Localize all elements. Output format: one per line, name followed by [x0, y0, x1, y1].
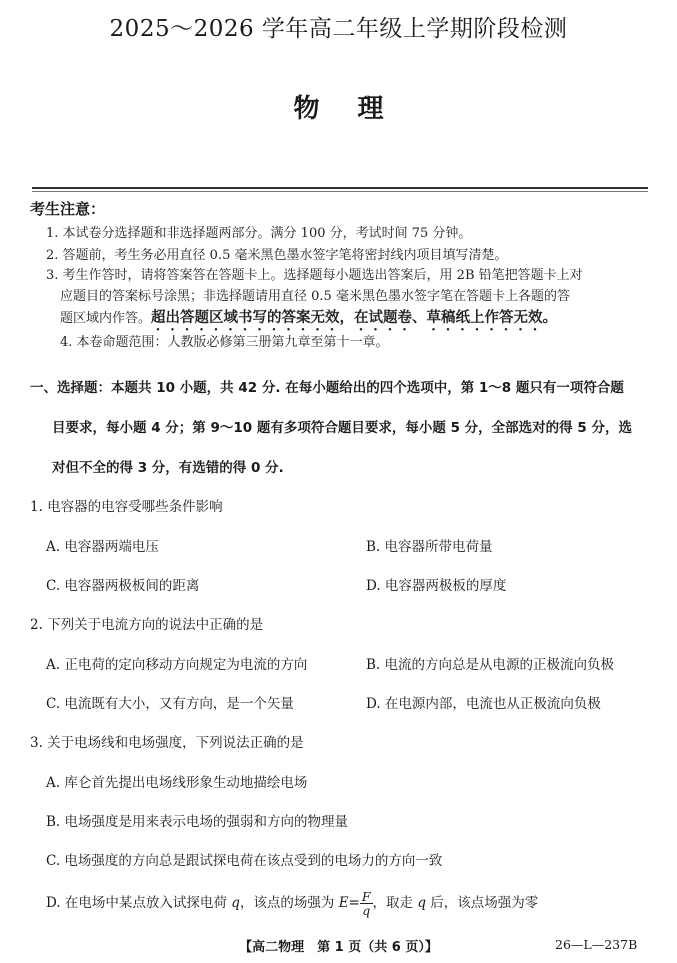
- notice-heading: 考生注意：: [30, 200, 106, 218]
- q3-option-c: C. 电场强度的方向总是跟试探电荷在该点受到的电场力的方向一致: [46, 853, 443, 869]
- q1-option-d: D. 电容器两极板的厚度: [366, 578, 507, 594]
- question-1-stem: 1. 电容器的电容受哪些条件影响: [30, 499, 223, 515]
- q1-option-c: C. 电容器两极板间的距离: [46, 578, 200, 594]
- header-divider-thin: [32, 191, 648, 192]
- section-instruction-line-1: 一、选择题：本题共 10 小题，共 42 分. 在每小题给出的四个选项中，第 1～8 题只有一项符合题: [30, 380, 624, 396]
- fraction-numerator: F: [361, 889, 371, 904]
- exam-code: 26—L—237B: [555, 937, 638, 952]
- notice-item-4: 4. 本卷命题范围：人教版必修第三册第九章至第十一章。: [60, 335, 389, 350]
- q2-option-a: A. 正电荷的定向移动方向规定为电流的方向: [46, 657, 308, 673]
- section-instruction-line-3: 对但不全的得 3 分，有选错的得 0 分.: [52, 460, 284, 476]
- q3-option-d-prefix: D. 在电场中某点放入试探电荷: [46, 895, 227, 912]
- q1-option-a: A. 电容器两端电压: [46, 539, 159, 555]
- section-instruction-line-2: 目要求，每小题 4 分；第 9～10 题有多项符合题目要求，每小题 5 分，全部选对的得 5 分，选: [52, 420, 632, 436]
- q3-option-d-suffix: 后，该点场强为零: [430, 895, 539, 912]
- field-fraction: [360, 890, 373, 917]
- charge-symbol-q-2: q: [417, 895, 426, 912]
- question-3-stem: 3. 关于电场线和电场强度，下列说法正确的是: [30, 735, 304, 751]
- q2-option-d: D. 在电源内部，电流也从正极流向负极: [366, 696, 601, 712]
- notice-emphasis: 超出答题区域书写的答案无效，在试题卷、草稿纸上作答无效。: [151, 310, 558, 326]
- q3-option-b: B. 电场强度是用来表示电场的强弱和方向的物理量: [46, 814, 349, 830]
- page-footer: 【高二物理 第 1 页（共 6 页）】: [239, 940, 438, 955]
- fraction-denominator: q: [362, 903, 371, 919]
- equals-sign: =: [348, 895, 360, 912]
- question-2-stem: 2. 下列关于电流方向的说法中正确的是: [30, 617, 264, 633]
- notice-item-3-cont: 应题目的答案标号涂黑；非选择题请用直径 0.5 毫米黑色墨水签字笔在答题卡上各题的答: [60, 289, 570, 304]
- q2-option-c: C. 电流既有大小，又有方向，是一个矢量: [46, 696, 294, 712]
- notice-item-3: 3. 考生作答时，请将答案答在答题卡上。选择题每小题选出答案后，用 2B 铅笔把答题卡上对: [46, 268, 583, 283]
- q3-option-d: [46, 890, 538, 917]
- notice-item-3-tail: 题区域内作答。: [60, 311, 152, 326]
- notice-item-3-end: [60, 306, 557, 334]
- q3-option-d-mid: ，该点的场强为: [239, 895, 335, 912]
- exam-title: 2025～2026 学年高二年级上学期阶段检测: [109, 16, 568, 42]
- notice-item-1: 1. 本试卷分选择题和非选择题两部分。满分 100 分，考试时间 75 分钟。: [46, 226, 472, 241]
- q1-option-b: B. 电容器所带电荷量: [366, 539, 493, 555]
- subject-title: 物理: [293, 94, 422, 124]
- field-symbol-e: E: [338, 895, 349, 912]
- q2-option-b: B. 电流的方向总是从电源的正极流向负极: [366, 657, 615, 673]
- q3-option-d-mid2: ，取走: [372, 895, 414, 912]
- notice-item-2: 2. 答题前，考生务必用直径 0.5 毫米黑色墨水签字笔将密封线内项目填写清楚。: [46, 248, 508, 263]
- header-divider: [32, 187, 648, 189]
- q3-option-a: A. 库仑首先提出电场线形象生动地描绘电场: [46, 775, 308, 791]
- charge-symbol-q: q: [231, 895, 240, 912]
